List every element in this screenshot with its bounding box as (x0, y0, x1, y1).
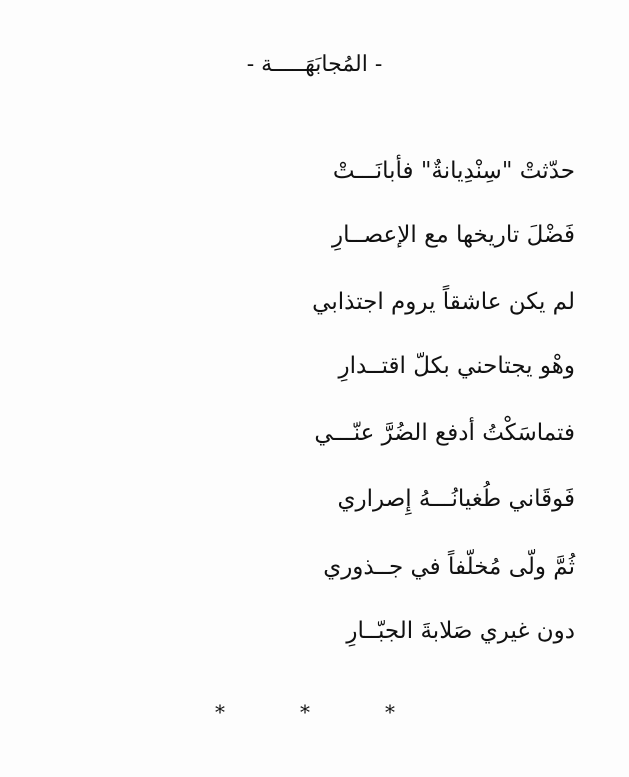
separator-star: * (300, 700, 310, 724)
verse-line-3: لم يكن عاشقاً يروم اجتذابي (312, 289, 575, 315)
verse-line-6: فَوقَاني طُغيانُـــهُ إِصراري (337, 486, 575, 512)
section-separator (215, 700, 395, 724)
poem-title: - المُجابَهَـــــة - (246, 52, 383, 77)
verse-line-7: ثُمَّ ولّى مُخلّفاً في جــذوري (323, 554, 575, 580)
separator-star: * (215, 700, 225, 724)
verse-line-4: وهْو يجتاحني بكلّ اقتــدارِ (338, 353, 575, 379)
verse-line-8: دون غيري صَلابةَ الجبّــارِ (346, 618, 575, 644)
verse-line-5: فتماسَكْتُ أدفع الضُرَّ عنّـــي (314, 420, 575, 446)
verse-line-2: فَضْلَ تاريخها مع الإعصــارِ (332, 222, 575, 248)
separator-star: * (385, 700, 395, 724)
verse-line-1: حدّثتْ "سِنْدِيانةٌ" فأبانَـــتْ (332, 158, 575, 184)
